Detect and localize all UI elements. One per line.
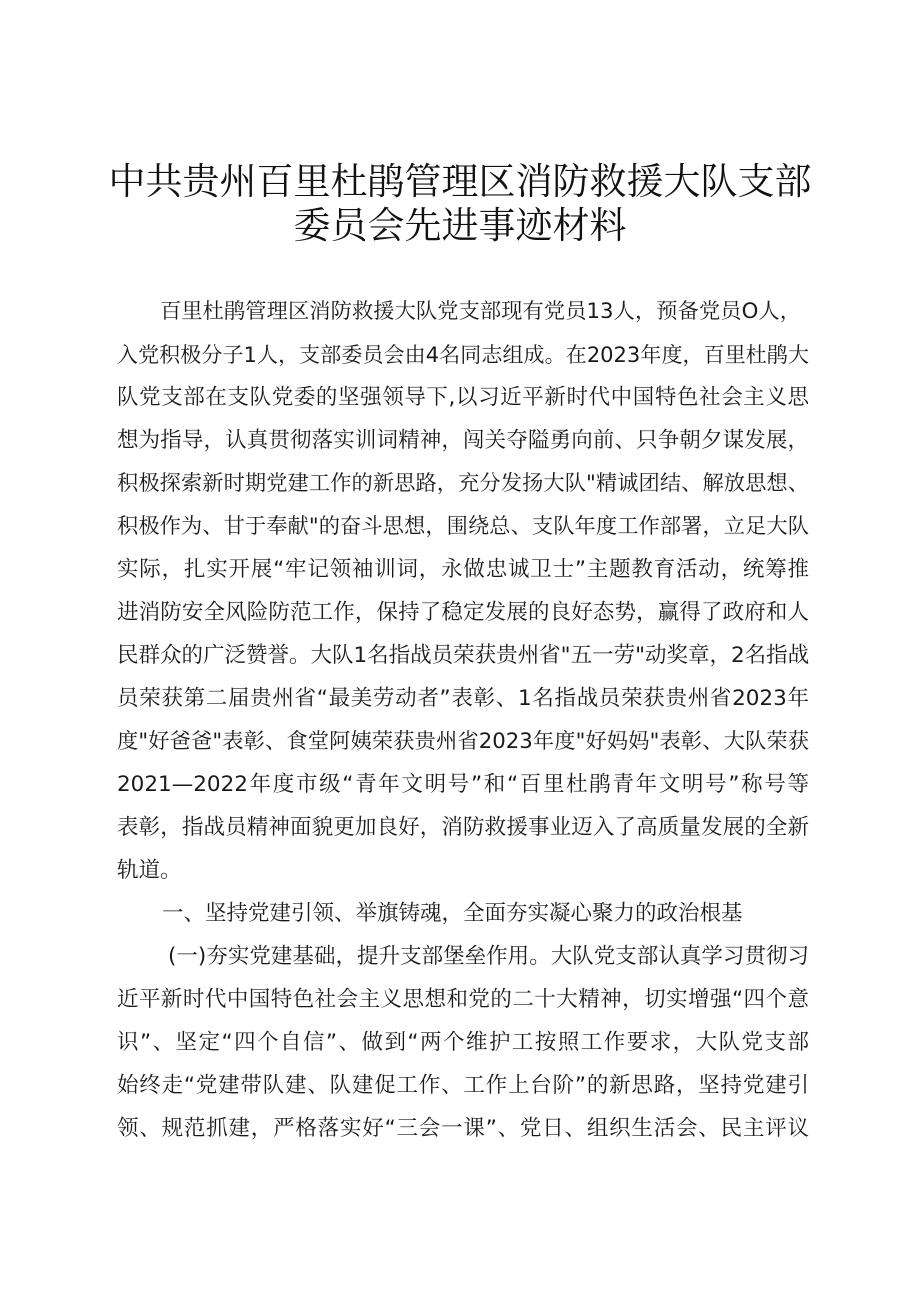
paragraph-line: (一)夯实党建基础，提升支部堡垒作用。大队党支部认真学习贯彻习 (168, 944, 809, 969)
paragraph-line: 2021—2022年度市级“青年文明号”和“百里杜鹃青年文明号”称号等 (117, 772, 809, 797)
paragraph-line: 百里杜鹃管理区消防救援大队党支部现有党员13人，预备党员O人， (160, 299, 801, 324)
paragraph-line: 民群众的广泛赞誉。大队1名指战员荣获贵州省"五一劳"动奖章，2名指战 (117, 643, 810, 668)
paragraph-line: 始终走“党建带队建、队建促工作、工作上台阶”的新思路，坚持党建引 (117, 1073, 809, 1098)
paragraph-line: 积极作为、甘于奉献"的奋斗思想，围绕总、支队年度工作部署，立足大队 (117, 514, 809, 539)
paragraph-line: 近平新时代中国特色社会主义思想和党的二十大精神，切实增强“四个意 (117, 987, 809, 1012)
paragraph-line: 想为指导，认真贯彻落实训词精神，闯关夺隘勇向前、只争朝夕谋发展， (117, 428, 809, 453)
paragraph-line: 进消防安全风险防范工作，保持了稳定发展的良好态势，赢得了政府和人 (117, 600, 809, 625)
paragraph-line: 识”、坚定“四个自信”、做到“两个维护工按照工作要求，大队党支部 (117, 1030, 809, 1055)
document-title-line-1: 中共贵州百里杜鹃管理区消防救援大队支部 (108, 160, 812, 203)
paragraph-line: 领、规范抓建，严格落实好“三会一课”、党日、组织生活会、民主评议 (117, 1116, 809, 1141)
paragraph-line: 入党积极分子1人，支部委员会由4名同志组成。在2023年度，百里杜鹃大 (117, 343, 809, 367)
paragraph-line: 队党支部在支队党委的坚强领导下,以习近平新时代中国特色社会主义思 (117, 385, 809, 410)
paragraph-line: 员荣获第二届贵州省“最美劳动者”表彰、1名指战员荣获贵州省2023年 (117, 686, 809, 711)
document-title-line-2: 委员会先进事迹材料 (293, 204, 627, 247)
paragraph-line: 轨道。 (117, 858, 182, 883)
paragraph-line: 积极探索新时期党建工作的新思路，充分发扬大队"精诚团结、解放思想、 (117, 471, 809, 496)
paragraph-line: 度"好爸爸"表彰、食堂阿姨荣获贵州省2023年度"好妈妈"表彰、大队荣获 (117, 729, 809, 754)
section-heading: 一、坚持党建引领、举旗铸魂，全面夯实凝心聚力的政治根基 (162, 901, 743, 926)
paragraph-line: 表彰，指战员精神面貌更加良好，消防救援事业迈入了高质量发展的全新 (117, 815, 809, 840)
paragraph-line: 实际，扎实开展“牢记领袖训词，永做忠诚卫士”主题教育活动，统筹推 (117, 557, 809, 582)
